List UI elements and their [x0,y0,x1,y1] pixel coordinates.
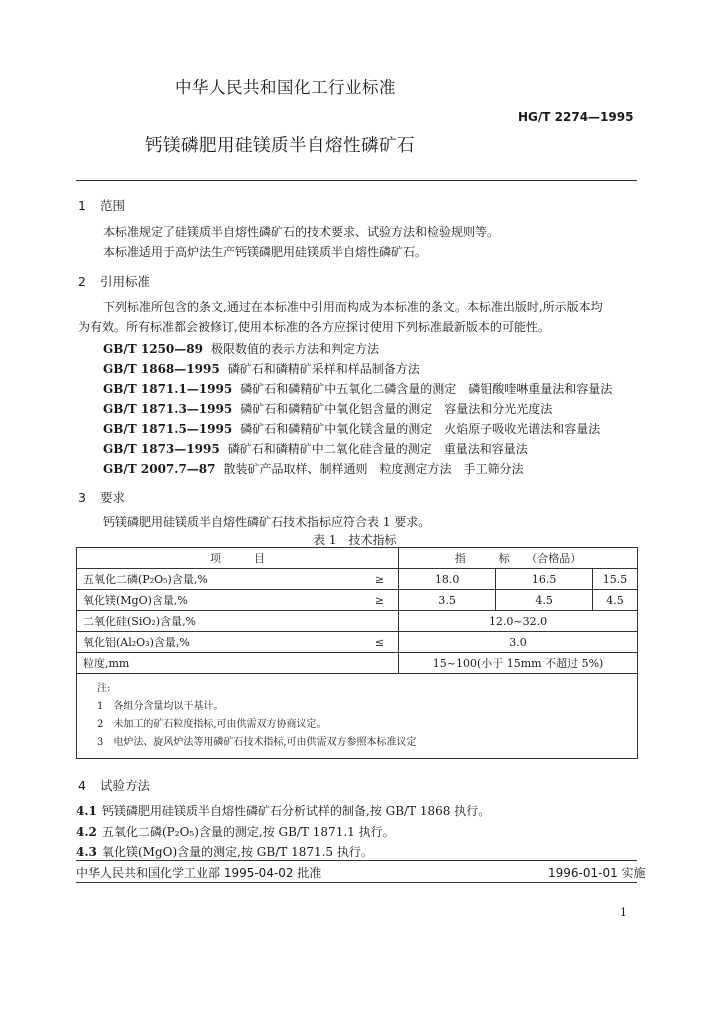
section-title: 试验方法 [100,778,151,793]
section-title: 引用标准 [100,274,151,289]
table-cell-item: 二氧化硅(SiO₂)含量,% [77,611,363,632]
reference-title: 极限数值的表示方法和判定方法 [210,342,379,356]
reference-title: 磷矿石和磷精矿中氧化铝含量的测定 容量法和分光光度法 [240,402,553,416]
reference-title: 磷矿石和磷精矿中五氧化二磷含量的测定 磷钼酸喹啉重量法和容量法 [240,382,613,396]
section-2-intro-line-1: 下列标准所包含的条文,通过在本标准中引用而构成为本标准的条文。本标准出版时,所示版本均 [103,300,603,314]
approval-line: 中华人民共和国化学工业部 1995-04-02 批准 [76,866,322,880]
reference-standard [103,400,552,417]
footer-rule [76,860,637,861]
reference-standard [103,340,379,357]
table-cell-symbol: ≥ [362,590,399,611]
footer-rule-bottom [76,882,637,883]
clause-number: 4.2 [76,825,97,839]
section-title: 范围 [100,198,126,213]
reference-standard [103,420,600,437]
table-notes-row [77,674,638,759]
clause-number: 4.1 [76,804,97,818]
section-3-para: 钙镁磷肥用硅镁质半自熔性磷矿石技术指标应符合表 1 要求。 [103,515,431,529]
section-3-heading [78,488,125,506]
table-cell-value: 3.5 [399,590,496,611]
document-title: 钙镁磷肥用硅镁质半自熔性磷矿石 [145,136,415,156]
note-item: 1 各组分含量均以干基计。 [97,701,224,712]
test-method-item [76,843,373,860]
clause-text: 钙镁磷肥用硅镁质半自熔性磷矿石分析试样的制备,按 GB/T 1868 执行。 [102,804,491,818]
reference-title: 磷矿石和磷精矿中二氧化硅含量的测定 重量法和容量法 [227,442,528,456]
reference-code: GB/T 1868—1995 [103,362,220,376]
section-2-intro-line-2: 为有效。所有标准都会被修订,使用本标准的各方应探讨使用下列标准最新版本的可能性。 [78,320,550,334]
table-header-row [77,548,638,569]
header-rule [76,180,637,181]
section-1-para-1: 本标准规定了硅镁质半自熔性磷矿石的技术要求、试验方法和检验规则等。 [103,225,500,239]
section-number: 4 [78,778,86,793]
table-cell-value: 16.5 [496,569,593,590]
table-cell-item: 氧化铝(Al₂O₃)含量,% [77,632,363,653]
clause-text: 氧化镁(MgO)含量的测定,按 GB/T 1871.5 执行。 [102,845,373,859]
table-cell-item: 五氧化二磷(P₂O₅)含量,% [77,569,363,590]
table-cell-symbol: ≥ [362,569,399,590]
note-item: 2 未加工的矿石粒度指标,可由供需双方协商议定。 [97,719,327,730]
reference-title: 磷矿石和磷精矿中氧化镁含量的测定 火焰原子吸收光谱法和容量法 [240,422,601,436]
table-cell-symbol [362,653,399,674]
reference-title: 散装矿产品取样、制样通则 粒度测定方法 手工筛分法 [223,462,524,476]
table-cell-value: 15.5 [593,569,638,590]
table-row [77,590,638,611]
section-1-heading [78,196,125,214]
section-title: 要求 [100,490,126,505]
section-1-para-2: 本标准适用于高炉法生产钙镁磷肥用硅镁质半自熔性磷矿石。 [103,245,428,259]
table-cell-item: 氧化镁(MgO)含量,% [77,590,363,611]
section-4-heading [78,776,150,794]
table-cell-symbol [362,611,399,632]
clause-text: 五氧化二磷(P₂O₅)含量的测定,按 GB/T 1871.1 执行。 [102,825,395,839]
reference-code: GB/T 2007.7—87 [103,462,216,476]
implementation-date: 1996-01-01 实施 [548,866,646,880]
reference-standard [103,380,612,397]
section-2-heading [78,272,150,290]
table-cell-symbol: ≤ [362,632,399,653]
reference-standard [103,460,524,477]
test-method-item [76,802,490,819]
reference-code: GB/T 1873—1995 [103,442,220,456]
table-cell-value: 18.0 [399,569,496,590]
reference-code: GB/T 1871.3—1995 [103,402,233,416]
table-header-item: 项 目 [77,548,399,569]
table-cell-item: 粒度,mm [77,653,363,674]
page-number: 1 [620,906,627,919]
table-row [77,611,638,632]
test-method-item [76,823,395,840]
table-row [77,653,638,674]
table-cell-value: 4.5 [593,590,638,611]
table-cell-value: 4.5 [496,590,593,611]
table-header-index: 指 标 （合格品） [399,548,638,569]
issuing-organization: 中华人民共和国化工行业标准 [175,78,396,97]
section-number: 3 [78,490,86,505]
reference-code: GB/T 1871.1—1995 [103,382,233,396]
reference-standard [103,360,420,377]
reference-code: GB/T 1250—89 [103,342,203,356]
table-cell-value: 3.0 [399,632,638,653]
standard-code: HG/T 2274—1995 [518,110,634,124]
table-cell-value: 12.0~32.0 [399,611,638,632]
section-number: 1 [78,198,86,213]
reference-code: GB/T 1871.5—1995 [103,422,233,436]
table-row [77,569,638,590]
table-notes [77,674,638,759]
reference-title: 磷矿石和磷精矿采样和样品制备方法 [227,362,420,376]
clause-number: 4.3 [76,845,97,859]
table-cell-value: 15~100(小于 15mm 不超过 5%) [399,653,638,674]
reference-standard [103,440,528,457]
section-number: 2 [78,274,86,289]
technical-indicators-table [76,547,638,759]
table-caption: 表 1 技术指标 [313,533,397,547]
table-row [77,632,638,653]
note-item: 3 电炉法、旋风炉法等用磷矿石技术指标,可由供需双方参照本标准议定 [97,737,417,748]
notes-label: 注: [97,683,111,694]
